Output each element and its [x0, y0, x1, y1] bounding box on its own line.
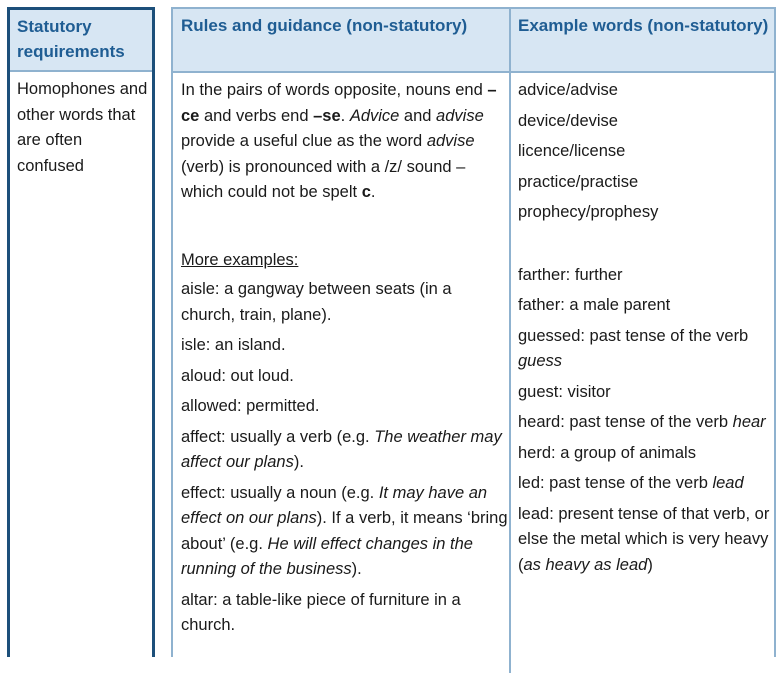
- list-item: [518, 263, 774, 289]
- list-item: device/devise: [518, 111, 618, 130]
- example-pairs-list: [518, 78, 774, 226]
- text-run: guessed: past tense of the verb: [518, 326, 749, 345]
- text-run: allowed: permitted.: [181, 397, 320, 415]
- list-item: [181, 333, 509, 359]
- text-run: and verbs end: [199, 106, 314, 125]
- list-item: [181, 425, 509, 476]
- italic-text: The weather may affect our plans: [181, 427, 502, 471]
- text-run: heard: past tense of the verb: [518, 413, 733, 431]
- list-item: [518, 324, 774, 375]
- bold-text: –ce: [181, 81, 497, 125]
- italic-text: guess: [518, 352, 563, 370]
- text-run: ). If a verb, it means ‘bring about’ (e.g.: [181, 509, 508, 553]
- text-run: father: a male parent: [518, 296, 671, 314]
- bold-text: –se: [313, 106, 341, 125]
- italic-text: advise: [436, 106, 484, 125]
- rules-examples-list: [181, 277, 509, 639]
- bold-text: c: [361, 183, 371, 201]
- list-item: [181, 277, 509, 328]
- list-item: [181, 364, 509, 390]
- guidance-body-row: [173, 73, 774, 673]
- list-item: advice/advise: [518, 81, 618, 99]
- list-item: prophecy/prophesy: [518, 203, 659, 221]
- examples-header: Example words (non-statutory): [511, 9, 774, 71]
- italic-text: It may have an effect on our plans: [181, 483, 488, 527]
- list-item: [518, 380, 774, 406]
- text-run: isle: an island.: [181, 336, 286, 354]
- text-run: lead: present tense of that verb, or else the metal which is very heavy (: [518, 504, 770, 574]
- text-run: altar: a table-like piece of furniture in a church.: [181, 590, 461, 634]
- statutory-column: [7, 7, 155, 657]
- list-item: practice/practise: [518, 172, 639, 191]
- text-run: ).: [351, 560, 362, 578]
- text-run: ).: [293, 453, 304, 471]
- text-run: aisle: a gangway between seats (in a church, train, plane).: [181, 280, 452, 324]
- text-run: .: [340, 106, 350, 125]
- examples-cell: [511, 73, 774, 673]
- text-run: ): [647, 555, 653, 574]
- rules-intro: [181, 78, 509, 206]
- text-run: In the pairs of words opposite, nouns end: [181, 81, 488, 99]
- list-item: [518, 502, 774, 579]
- list-item: [181, 588, 509, 639]
- list-item: [518, 410, 774, 436]
- italic-text: lead: [712, 474, 744, 492]
- italic-text: Advice: [349, 106, 400, 125]
- italic-text: advise: [426, 132, 475, 150]
- list-item: [518, 293, 774, 319]
- text-run: led: past tense of the verb: [518, 474, 713, 492]
- statutory-text: Homophones and other words that are often confused: [17, 80, 148, 175]
- text-run: and: [399, 106, 437, 125]
- text-run: .: [370, 183, 376, 201]
- more-examples-label: More examples:: [181, 250, 299, 269]
- guidance-table: [171, 7, 776, 657]
- text-run: farther: further: [518, 265, 623, 284]
- italic-text: as heavy as lead: [523, 555, 648, 574]
- text-run: effect: usually a noun (e.g.: [181, 483, 379, 502]
- text-run: affect: usually a verb (e.g.: [181, 427, 375, 446]
- list-item: [518, 441, 774, 467]
- list-item: licence/license: [518, 142, 626, 160]
- rules-header: Rules and guidance (non-statutory): [173, 9, 511, 71]
- text-run: herd: a group of animals: [518, 443, 696, 462]
- rules-cell: [173, 73, 511, 673]
- list-item: [181, 394, 509, 420]
- list-item: [181, 481, 509, 583]
- italic-text: hear: [732, 413, 766, 431]
- guidance-header-row: [173, 9, 774, 73]
- text-run: (verb) is pronounced with a /z/ sound – which could not be spelt: [181, 157, 466, 201]
- italic-text: He will effect changes in the running of the business: [181, 534, 473, 578]
- text-run: guest: visitor: [518, 382, 611, 401]
- list-item: [518, 471, 774, 497]
- text-run: provide a useful clue as the word: [181, 132, 427, 150]
- text-run: aloud: out loud.: [181, 366, 294, 385]
- more-example-words-list: [518, 263, 774, 579]
- statutory-header: Statutory requirements: [10, 10, 152, 72]
